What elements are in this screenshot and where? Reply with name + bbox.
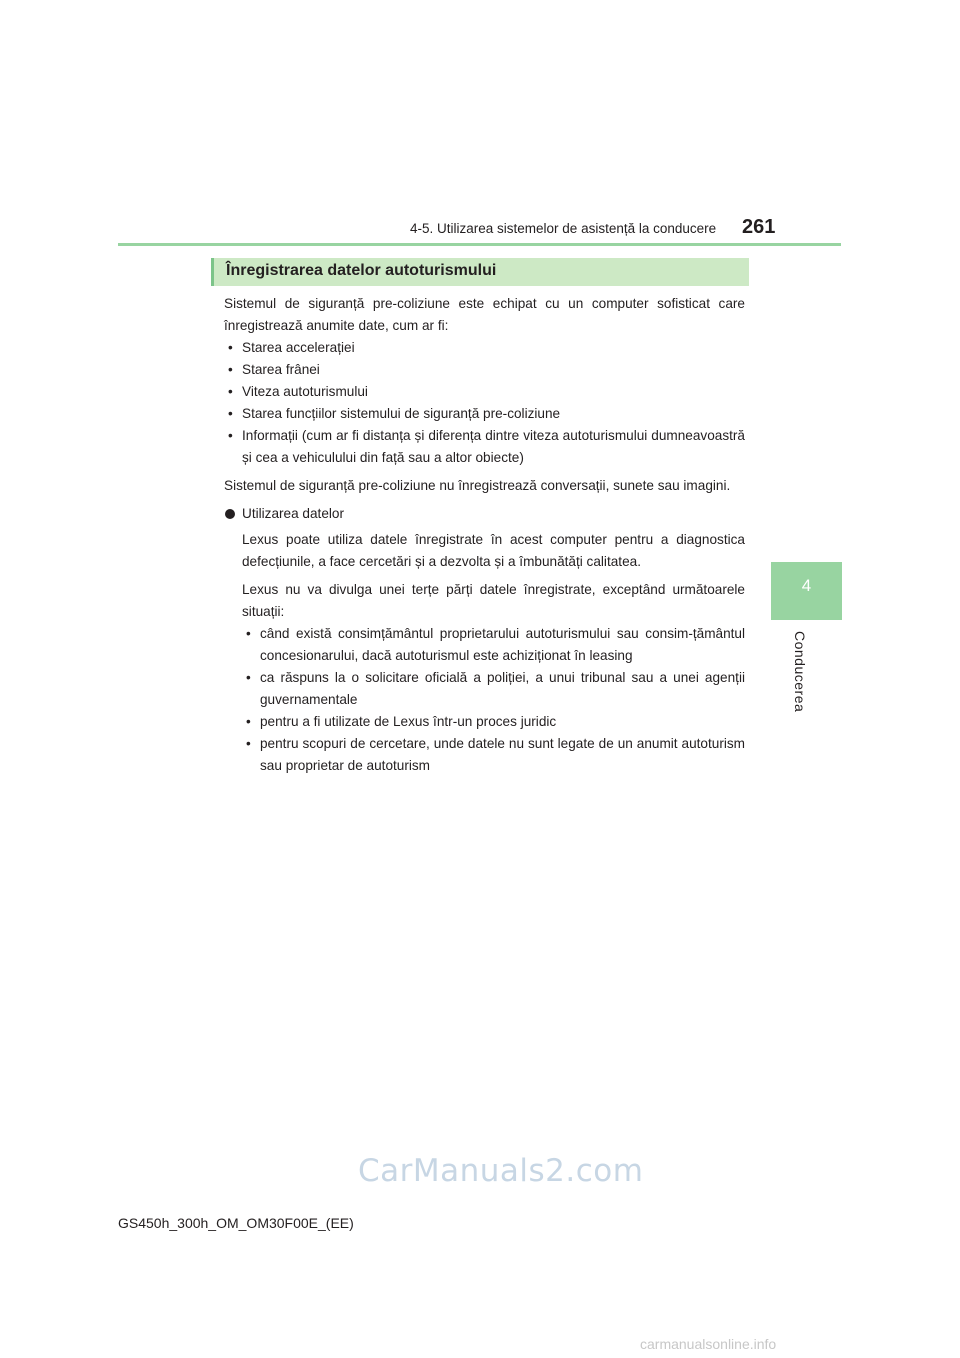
list-item: • Starea frânei	[224, 359, 745, 381]
chapter-number: 4	[801, 576, 812, 595]
filled-circle-bullet-icon	[225, 509, 235, 519]
usage-paragraph-1: Lexus poate utiliza datele înregistrate în acest computer pentru a diagnostica defecțiunile, a face cercetări și a dezvolta și a îmbunătăți calitatea.	[242, 532, 745, 569]
bullet-icon: •	[228, 362, 233, 377]
page-number: 261	[742, 216, 776, 238]
usage-section	[224, 529, 745, 777]
no-record-paragraph: Sistemul de siguranță pre-coliziune nu înregistrează conversații, sunete sau imagini.	[224, 478, 731, 493]
list-item: • pentru a fi utilizate de Lexus într-un proces juridic	[242, 711, 745, 733]
bullet-icon: •	[246, 714, 251, 729]
watermark-carmanuals2: CarManuals2.com	[358, 1153, 644, 1189]
exceptions-list	[242, 623, 745, 777]
section-heading-bar	[211, 258, 749, 286]
chapter-title: Conducerea	[792, 631, 808, 713]
usage-paragraph-2: Lexus nu va divulga unei terțe părți datele înregistrate, exceptând următoarele situații:	[242, 582, 745, 619]
bullet-icon: •	[228, 406, 233, 421]
list-item: • când există consimțământul proprietarului autoturismului sau consim-țământul concesionarului, dacă autoturismul este achiziționat în leasing	[242, 623, 745, 667]
section-title: Înregistrarea datelor autoturismului	[226, 262, 497, 279]
intro-paragraph: Sistemul de siguranță pre-coliziune este echipat cu un computer sofisticat care înregistrează anumite date, cum ar fi:	[224, 296, 745, 333]
list-item: • Starea funcțiilor sistemului de siguranță pre-coliziune	[224, 403, 745, 425]
bullet-icon: •	[246, 670, 251, 685]
main-content	[224, 293, 745, 777]
list-item: • Informații (cum ar fi distanța și diferența dintre viteza autoturismului dumneavoastră și cea a vehiculului din față sau a altor obiecte)	[224, 425, 745, 469]
list-item: • pentru scopuri de cercetare, unde datele nu sunt legate de un anumit autoturism sau proprietar de autoturism	[242, 733, 745, 777]
list-item: • Starea accelerației	[224, 337, 745, 359]
watermark-carmanualsonline: carmanualsonline.info	[640, 1336, 777, 1352]
list-item: • Viteza autoturismului	[224, 381, 745, 403]
bullet-icon: •	[228, 428, 233, 443]
chapter-tab	[771, 562, 842, 620]
header-divider	[118, 243, 841, 246]
bullet-icon: •	[228, 340, 233, 355]
document-code: GS450h_300h_OM_OM30F00E_(EE)	[118, 1215, 354, 1231]
recorded-data-list	[224, 337, 745, 469]
usage-heading: Utilizarea datelor	[224, 503, 745, 525]
bullet-icon: •	[246, 736, 251, 751]
list-item: • ca răspuns la o solicitare oficială a poliției, a unui tribunal sau a unei agenții guvernamentale	[242, 667, 745, 711]
bullet-icon: •	[228, 384, 233, 399]
bullet-icon: •	[246, 626, 251, 641]
running-header-section: 4-5. Utilizarea sistemelor de asistență la conducere	[410, 221, 717, 236]
